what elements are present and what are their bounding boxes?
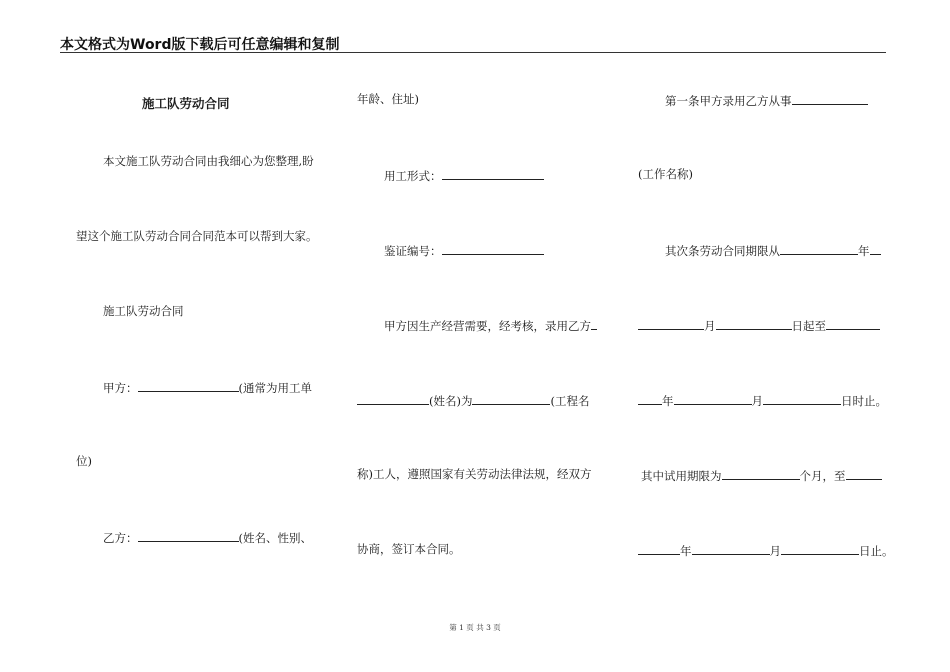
probation-text: 其中试用期限为 xyxy=(641,469,722,483)
article-2-text: 其次条劳动合同期限从 xyxy=(665,244,780,258)
party-a-note-cont: 位) xyxy=(76,454,92,468)
article-2-year: 年 xyxy=(858,244,870,258)
probation-end-year-blank[interactable] xyxy=(638,542,680,555)
document-title: 施工队劳动合同 xyxy=(142,96,230,111)
party-b-line xyxy=(103,529,312,545)
probation-end-month-blank[interactable] xyxy=(692,542,770,555)
probation-end-day-label: 日止。 xyxy=(859,544,894,558)
project-blank[interactable] xyxy=(472,392,550,405)
verification-number-label: 鉴证编号： xyxy=(384,244,442,258)
employment-form-label: 用工形式： xyxy=(384,169,442,183)
term-end-year-blank[interactable] xyxy=(638,392,662,405)
term-start-year-blank[interactable] xyxy=(780,242,858,255)
term-end-year-label: 年 xyxy=(662,394,674,408)
col2-line-4 xyxy=(384,317,597,333)
probation-end-line xyxy=(638,542,894,558)
verification-number-line xyxy=(384,242,544,258)
probation-end-day-blank[interactable] xyxy=(781,542,859,555)
term-start-month-blank[interactable] xyxy=(638,317,704,330)
employment-form-line xyxy=(384,167,544,183)
page-header xyxy=(60,30,886,53)
intro-line-1: 本文施工队劳动合同由我细心为您整理,盼 xyxy=(103,154,314,168)
verification-number-blank[interactable] xyxy=(442,242,544,255)
col2-line-5-mid: (姓名)为 xyxy=(429,394,473,408)
col2-line-4-text: 甲方因生产经营需要，经考核，录用乙方 xyxy=(384,319,591,333)
header-text: 本文格式为Word版下载后可任意编辑和复制 xyxy=(60,37,340,53)
term-end-day-label: 日时止。 xyxy=(841,394,887,408)
probation-months-blank[interactable] xyxy=(722,467,800,480)
probation-end-month-label: 月 xyxy=(769,544,781,558)
party-a-line xyxy=(103,379,312,395)
party-b-blank[interactable] xyxy=(138,529,239,542)
term-end-day-blank[interactable] xyxy=(763,392,841,405)
party-a-label: 甲方： xyxy=(103,381,138,395)
term-start-line xyxy=(638,317,880,333)
term-start-day-label: 日起至 xyxy=(791,319,826,333)
probation-line xyxy=(641,467,882,483)
col2-line-6: 称)工人，遵照国家有关劳动法律法规，经双方 xyxy=(357,467,592,481)
col2-line-1: 年龄、住址) xyxy=(357,92,419,106)
party-a-note: (通常为用工单 xyxy=(238,381,312,395)
intro-line-2: 望这个施工队劳动合同合同范本可以帮到大家。 xyxy=(76,229,318,243)
job-title-note: (工作名称) xyxy=(638,167,693,181)
party-b-label: 乙方： xyxy=(103,531,138,545)
term-end-line xyxy=(638,392,887,408)
col2-line-5-end: (工程名 xyxy=(550,394,590,408)
article-1-text: 第一条甲方录用乙方从事 xyxy=(665,94,792,108)
col2-line-5 xyxy=(357,392,589,408)
probation-until-blank[interactable] xyxy=(846,467,882,480)
employment-form-blank[interactable] xyxy=(442,167,544,180)
term-start-year-tail-blank[interactable] xyxy=(870,242,881,255)
term-end-month-label: 月 xyxy=(751,394,763,408)
probation-end-year-label: 年 xyxy=(680,544,692,558)
party-a-blank[interactable] xyxy=(138,379,239,392)
party-b-note: (姓名、性别、 xyxy=(238,531,312,545)
job-title-blank[interactable] xyxy=(792,92,868,105)
article-2-line xyxy=(665,242,881,258)
article-1-line xyxy=(665,92,868,108)
col2-line-7: 协商，签订本合同。 xyxy=(357,542,461,556)
name-blank[interactable] xyxy=(357,392,429,405)
term-end-blank[interactable] xyxy=(826,317,880,330)
contract-subtitle: 施工队劳动合同 xyxy=(103,304,184,318)
col2-line-4-blank[interactable] xyxy=(591,317,597,330)
page-footer: 第 1 页 共 3 页 xyxy=(449,623,501,632)
term-end-month-blank[interactable] xyxy=(674,392,752,405)
term-start-day-blank[interactable] xyxy=(716,317,792,330)
term-start-month-label: 月 xyxy=(704,319,716,333)
probation-mid: 个月，至 xyxy=(799,469,846,483)
